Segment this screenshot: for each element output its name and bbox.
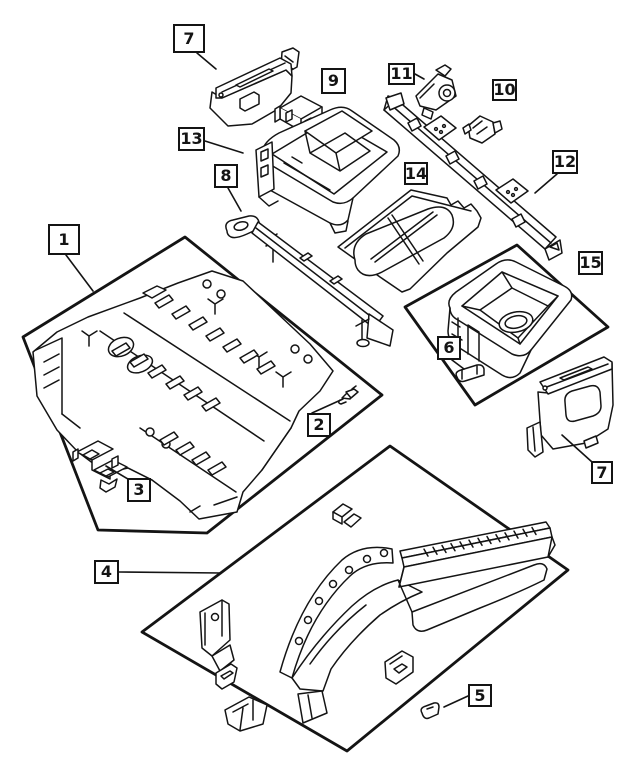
part-rail-top-clip bbox=[333, 504, 361, 527]
callout-8[interactable] bbox=[214, 164, 238, 188]
callout-label: 6 bbox=[443, 338, 455, 357]
callout-9[interactable] bbox=[321, 68, 346, 94]
part-bracket-10 bbox=[463, 116, 502, 143]
callout-3[interactable] bbox=[127, 478, 151, 502]
callout-12[interactable] bbox=[552, 150, 578, 174]
part-bracket-11 bbox=[416, 65, 456, 119]
part-rail-foot-bracket bbox=[225, 697, 267, 731]
callout-label: 11 bbox=[390, 64, 413, 83]
callout-10[interactable] bbox=[492, 79, 517, 101]
part-rail-clip-5 bbox=[421, 703, 439, 719]
callout-13[interactable] bbox=[178, 127, 205, 151]
callout-14[interactable] bbox=[404, 162, 428, 185]
callout-label: 1 bbox=[58, 229, 70, 249]
part-tub-shim bbox=[456, 365, 484, 382]
part-fastener-clip bbox=[339, 386, 358, 404]
callout-11[interactable] bbox=[388, 63, 415, 85]
callout-label: 2 bbox=[313, 415, 325, 434]
callout-label: 4 bbox=[100, 562, 113, 581]
callout-label: 12 bbox=[553, 152, 577, 171]
callout-4[interactable] bbox=[94, 560, 119, 584]
callout-6[interactable] bbox=[437, 336, 461, 360]
callout-7[interactable] bbox=[591, 461, 613, 484]
callout-label: 9 bbox=[327, 71, 340, 90]
callout-2[interactable] bbox=[307, 413, 331, 437]
callout-5[interactable] bbox=[468, 684, 492, 707]
callout-label: 14 bbox=[404, 163, 428, 183]
callout-label: 8 bbox=[220, 166, 232, 185]
callout-label: 13 bbox=[180, 129, 203, 148]
part-storage-bin bbox=[256, 107, 399, 233]
callout-label: 7 bbox=[596, 462, 608, 482]
callout-label: 7 bbox=[183, 28, 195, 48]
callout-15[interactable] bbox=[578, 251, 603, 275]
callout-label: 15 bbox=[579, 253, 602, 272]
callout-label: 3 bbox=[133, 480, 145, 499]
part-rail-wedge-bracket bbox=[385, 651, 413, 684]
callout-label: 10 bbox=[493, 80, 516, 99]
callout-7[interactable] bbox=[173, 24, 205, 53]
part-rail-bracket-left bbox=[200, 600, 237, 689]
callout-label: 5 bbox=[474, 685, 486, 705]
callout-1[interactable] bbox=[48, 224, 80, 255]
